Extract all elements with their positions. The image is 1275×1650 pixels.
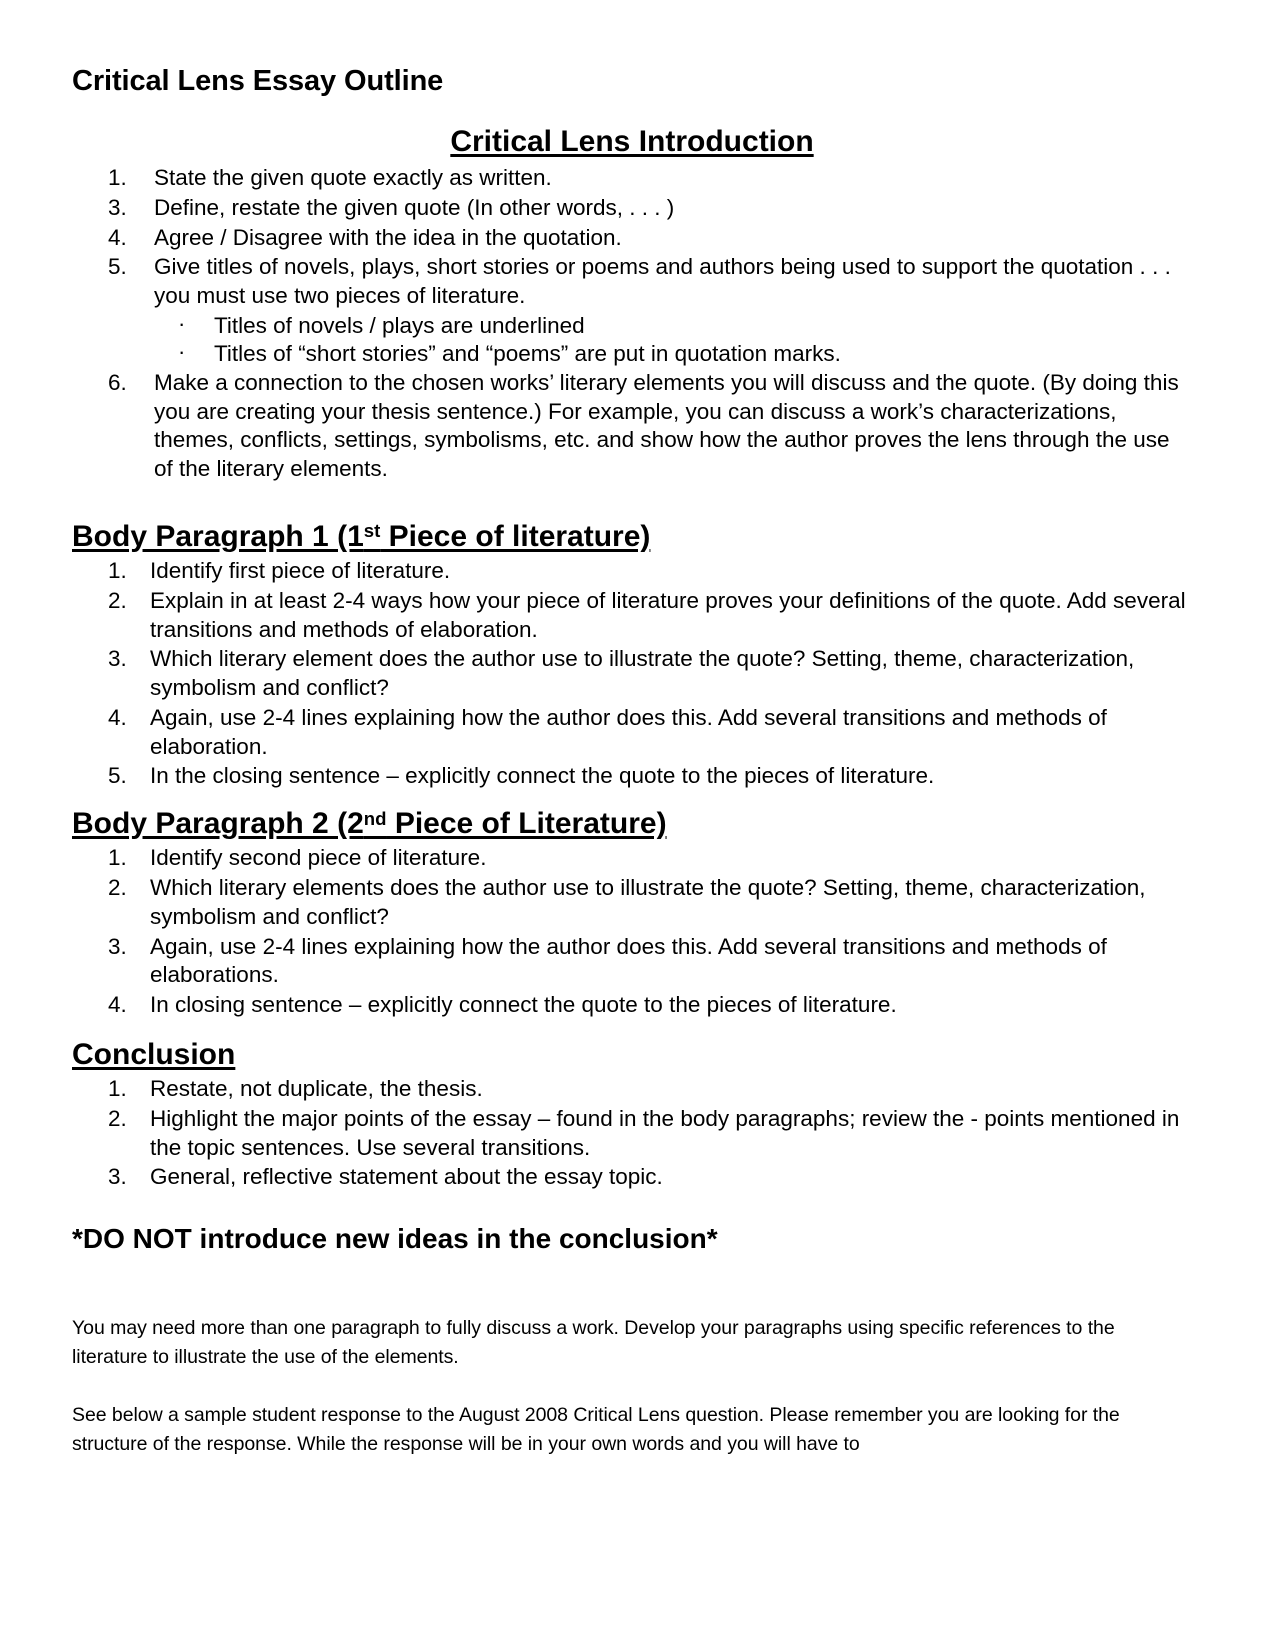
list-marker: 3.	[108, 1164, 127, 1190]
list-item-text: Restate, not duplicate, the thesis.	[150, 1076, 483, 1102]
section-heading-critical-lens-introduction	[72, 124, 1192, 160]
heading-text-after: Piece of Literature)	[386, 806, 667, 840]
list-item	[72, 194, 1192, 223]
list-item-text: Make a connection to the chosen works’ literary elements you will discuss and the quote. (By doing this you are creating your thesis sentence.) For example, you can discuss a work’s characterizations, themes, conflicts, settings, symbolisms, etc. and show how the author proves the lens through the use of the literary elements.	[154, 370, 1179, 482]
section-heading-text: Conclusion	[72, 1037, 236, 1071]
list-marker: 2.	[108, 588, 127, 614]
list-marker: 1.	[108, 165, 127, 191]
heading-text-before: Body Paragraph 1 (1	[72, 519, 364, 553]
list-item-text: State the given quote exactly as written.	[154, 165, 552, 191]
interpunct-bullet-icon: ·	[178, 339, 186, 365]
list-item	[72, 253, 1192, 310]
spacer	[72, 1021, 1192, 1037]
list-item	[72, 1075, 1192, 1104]
list-item-text: In closing sentence – explicitly connect the quote to the pieces of literature.	[150, 991, 897, 1017]
heading-text-after: Piece of literature)	[380, 519, 651, 553]
list-item	[72, 844, 1192, 873]
list-item-text: Agree / Disagree with the idea in the quotation.	[154, 224, 622, 250]
list-item	[72, 762, 1192, 791]
footer-paragraph: You may need more than one paragraph to fully discuss a work. Develop your paragraphs using specific references to the literature to illustrate the use of the elements.	[72, 1316, 1115, 1369]
document-content	[72, 64, 1192, 1460]
list-item	[72, 991, 1192, 1020]
list-item-text: Which literary element does the author use to illustrate the quote? Setting, theme, characterization, symbolism and conflict?	[150, 646, 1135, 701]
list-item-text: Titles of novels / plays are underlined	[214, 312, 585, 338]
list-item	[72, 369, 1192, 484]
list-item-text: Which literary elements does the author use to illustrate the quote? Setting, theme, characterization, symbolism and conflict?	[150, 875, 1146, 929]
list-item	[72, 557, 1192, 586]
list-item	[72, 1105, 1192, 1162]
list-marker: 4.	[108, 991, 127, 1017]
callout-do-not-introduce-new-ideas: *DO NOT introduce new ideas in the conclusion*	[72, 1222, 718, 1254]
footer-notes	[72, 1314, 1192, 1461]
list-item	[72, 164, 1192, 193]
list-item	[72, 224, 1192, 253]
list-marker: 3.	[108, 646, 127, 672]
intro-sub-bullet-list	[72, 312, 1192, 369]
list-item	[72, 340, 1192, 369]
conclusion-list	[72, 1075, 1192, 1192]
list-marker: 2.	[108, 875, 127, 901]
list-item-text: Highlight the major points of the essay – found in the body paragraphs; review the - points mentioned in the topic sentences. Use several transitions.	[150, 1105, 1180, 1160]
list-item-text: In the closing sentence – explicitly connect the quote to the pieces of literature.	[150, 763, 935, 789]
list-item	[72, 1163, 1192, 1192]
spacer	[72, 485, 1192, 519]
list-marker: 1.	[108, 558, 127, 584]
list-marker: 1.	[108, 1076, 127, 1102]
section-heading-body-paragraph-2	[72, 806, 1192, 843]
body-paragraph-1-list	[72, 557, 1192, 791]
list-item-text: Identify second piece of literature.	[150, 845, 487, 871]
heading-text-before: Body Paragraph 2 (2	[72, 806, 364, 840]
list-marker: 4.	[108, 704, 127, 730]
section-heading-text: Critical Lens Introduction	[450, 125, 814, 159]
list-marker: 2.	[108, 1105, 127, 1131]
list-marker: 4.	[108, 224, 127, 250]
section-heading-body-paragraph-1	[72, 519, 1192, 556]
interpunct-bullet-icon: ·	[178, 310, 186, 336]
list-marker: 3.	[108, 933, 127, 959]
section-heading-conclusion	[72, 1037, 1192, 1074]
list-item-text: Again, use 2-4 lines explaining how the author does this. Add several transitions and methods of elaborations.	[150, 933, 1107, 988]
list-item	[72, 933, 1192, 990]
list-item	[72, 645, 1192, 702]
list-item-text: Give titles of novels, plays, short stories or poems and authors being used to support the quotation . . . you must use two pieces of literature.	[154, 254, 1171, 308]
heading-ordinal-suffix: nd	[363, 807, 387, 829]
intro-numbered-list	[72, 164, 1192, 310]
list-marker: 3.	[108, 194, 127, 220]
list-item	[72, 587, 1192, 644]
spacer	[72, 792, 1192, 806]
footer-paragraph: See below a sample student response to the August 2008 Critical Lens question. Please remember you are looking for the structure of the response. While the response will be in your own words and you will have to	[72, 1403, 1120, 1456]
list-item-text: General, reflective statement about the essay topic.	[150, 1164, 663, 1190]
list-item	[72, 874, 1192, 931]
list-marker: 6.	[108, 370, 127, 396]
list-item	[72, 704, 1192, 761]
list-item-text: Define, restate the given quote (In other words, . . . )	[154, 194, 675, 220]
list-item-text: Titles of “short stories” and “poems” are put in quotation marks.	[214, 341, 841, 367]
list-marker: 5.	[108, 763, 127, 789]
list-marker: 5.	[108, 254, 127, 280]
page-title: Critical Lens Essay Outline	[72, 65, 444, 97]
list-item-text: Again, use 2-4 lines explaining how the author does this. Add several transitions and methods of elaboration.	[150, 704, 1107, 759]
intro-numbered-list-continued	[72, 369, 1192, 484]
list-marker: 1.	[108, 845, 127, 871]
heading-ordinal-suffix: st	[363, 520, 381, 542]
list-item-text: Explain in at least 2-4 ways how your piece of literature proves your definitions of the quote. Add several transitions and methods of elaboration.	[150, 588, 1186, 642]
body-paragraph-2-list	[72, 844, 1192, 1019]
list-item-text: Identify first piece of literature.	[150, 558, 451, 584]
list-item	[72, 312, 1192, 341]
